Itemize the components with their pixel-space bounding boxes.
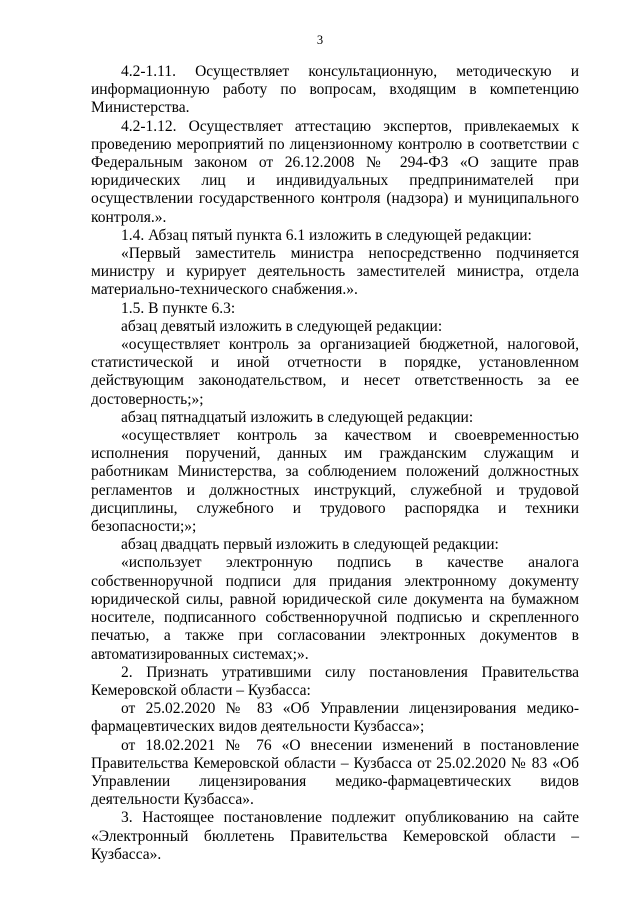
paragraph-4-2-1-12: 4.2-1.12. Осуществляет аттестацию экспертов, привлекаемых к проведению мероприятий по лицензионному контролю в соответствии с Федеральным законом от 26.12.2008 № 294-ФЗ «О защите прав юридических лиц и индивидуальных предпринимателей при осуществлении государственного контроля (надзора) и муниципального контроля.». [91,117,579,226]
paragraph-abzac-21-text: «использует электронную подпись в качестве аналога собственноручной подписи для придания электронному документу юридической силы, равной юридической силе документа на бумажном носителе, подписанного собственноручной подписью и скрепленного печатью, а также при согласовании электронных документов в автоматизированных системах;». [91,554,579,663]
paragraph-1-5-intro: 1.5. В пункте 6.3: [121,299,236,317]
paragraph-abzac-9-text: «осуществляет контроль за организацией бюджетной, налоговой, статистической и иной отчетности в порядке, установленном действующим законодательством, и несет ответственность за ее достоверность;»; [91,336,579,408]
paragraph-4-2-1-11: 4.2-1.11. Осуществляет консультационную, методическую и информационную работу по вопросам, входящим в компетенцию Министерства. [91,63,579,117]
paragraph-2-item-2: от 18.02.2021 № 76 «О внесении изменений в постановление Правительства Кемеровской области – Кузбасса от 25.02.2020 № 83 «Об Управлении лицензирования медико-фармацевтических видов деятельности Кузбасса». [91,736,579,809]
paragraph-2-intro: 2. Признать утратившими силу постановления Правительства Кемеровской области – Кузбасса: [91,663,579,699]
document-body [91,63,579,864]
paragraph-abzac-15-text: «осуществляет контроль за качеством и своевременностью исполнения поручений, данных им гражданским служащим и работникам Министерства, за соблюдением положений должностных регламентов и должностных инструкций, служебной и трудовой дисциплины, служебного и трудового распорядка и техники безопасности;»; [91,427,579,536]
paragraph-abzac-21-intro: абзац двадцать первый изложить в следующей редакции: [121,536,499,554]
page-number: 3 [316,33,324,47]
paragraph-abzac-9-intro: абзац девятый изложить в следующей редакции: [121,317,443,335]
paragraph-1-4-intro: 1.4. Абзац пятый пункта 6.1 изложить в следующей редакции: [121,226,532,244]
paragraph-1-4-text: «Первый заместитель министра непосредственно подчиняется министру и курирует деятельность заместителей министра, отдела материально-технического снабжения.». [91,245,579,299]
paragraph-3: 3. Настоящее постановление подлежит опубликованию на сайте «Электронный бюллетень Правительства Кемеровской области – Кузбасса». [91,809,579,863]
paragraph-2-item-1: от 25.02.2020 № 83 «Об Управлении лицензирования медико-фармацевтических видов деятельности Кузбасса»; [91,700,579,736]
paragraph-abzac-15-intro: абзац пятнадцатый изложить в следующей редакции: [121,408,474,426]
